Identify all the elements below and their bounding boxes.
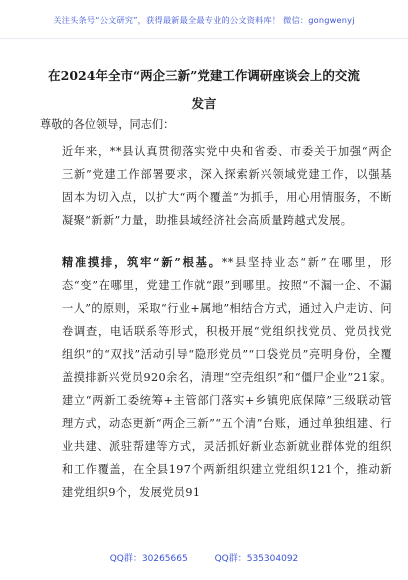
paragraph-1-text: 近年来，**县认真贯彻落实党中央和省委、市委关于加强“两企三新”党建工作部署要求，深入探索新兴领域党建工作，以强基固本为切入点，以扩大“两个覆盖”为抓手，用心用情服务，不断凝聚“新新”力量，助推县域经济社会高质量跨越式发展。 [62, 145, 392, 227]
document-title-line1: 在2024年全市“两企三新”党建工作调研座谈会上的交流 [48, 68, 360, 83]
salutation: 尊敬的各位领导，同志们： [40, 118, 175, 131]
paragraph-2 [40, 251, 392, 504]
header-divider [0, 38, 408, 39]
footer-qq-group-1: QQ群：30265665 [109, 554, 188, 564]
paragraph-2-text: **县坚持业态“新”在哪里，形态“变”在哪里，党建工作就“跟”到哪里。按照“不漏一企、不漏一人”的原则，采取“行业+属地”相结合方式，通过入户走访、问卷调查，电话联系等形式，积极开展“党组织找党员、党员找党组织”的“双找”活动引导“隐形党员”“口袋党员”亮明身份，全覆盖摸排新兴党员920余名，清理“空壳组织”和“僵尸企业”21家。建立“两新工委统筹+主管部门落实+乡镇兜底保障”三级联动管理方式，动态更新“两企三新”“五个清”台账，通过单独组建、行业共建、派驻帮建等方式，灵活抓好新业态新就业群体党的组织和工作覆盖，在全县197个两新组织建立党组织121个，推动新建党组织9个，发展党员91 [62, 256, 392, 499]
header-banner: 关注头条号“公文研究”，获得最新最全最专业的公文资料库！ 微信：gongwenyj [53, 15, 355, 25]
paragraph-1 [40, 140, 392, 232]
paragraph-2-heading: 精准摸排，筑牢“新”根基。 [62, 255, 222, 269]
footer [0, 551, 408, 564]
footer-qq-group-2: QQ群：535304092 [214, 554, 299, 564]
document-title-line2: 发言 [191, 96, 217, 111]
